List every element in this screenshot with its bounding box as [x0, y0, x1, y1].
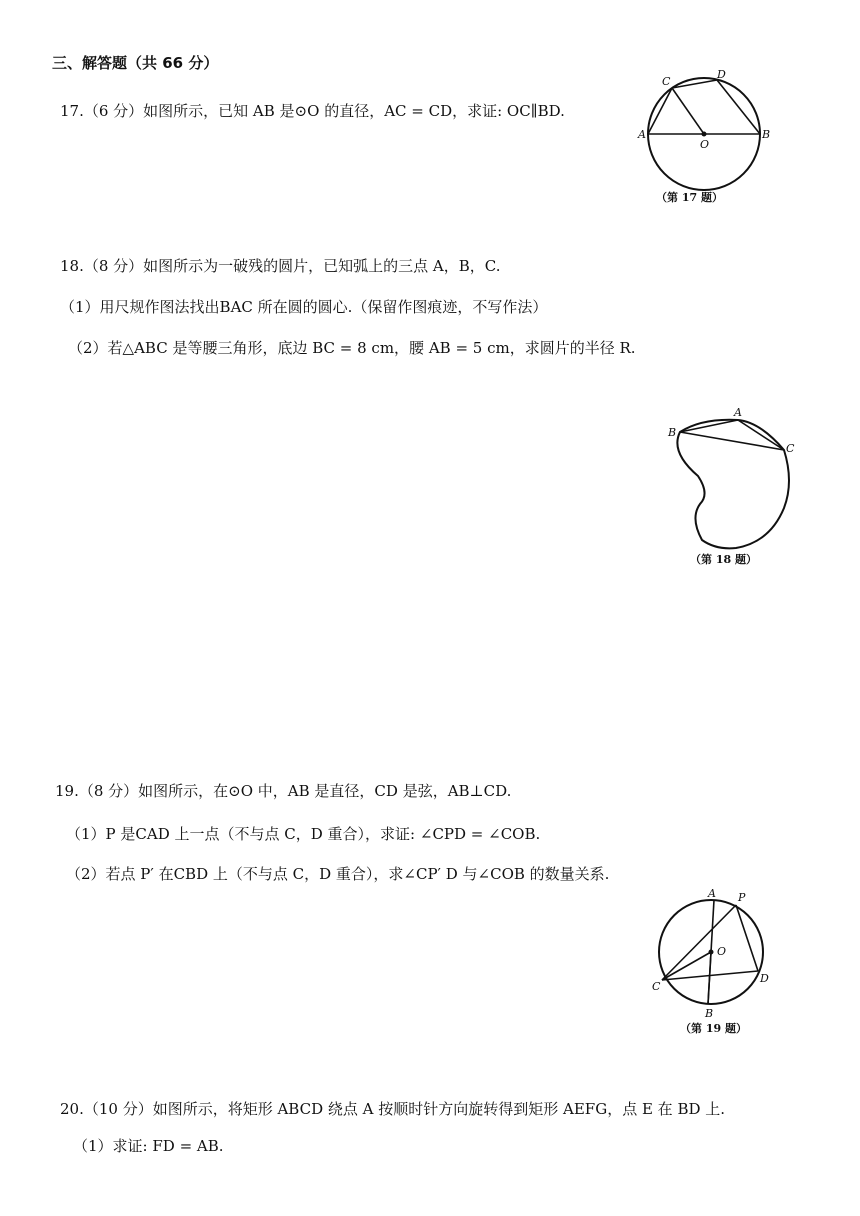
question-20-text: 20.（10 分）如图所示，将矩形 ABCD 绕点 A 按顺时针方向旋转得到矩形 AEFG，点 E 在 BD 上. — [60, 1100, 726, 1118]
question-19-text: 19.（8 分）如图所示，在⊙O 中，AB 是直径，CD 是弦，AB⊥CD. — [55, 782, 512, 800]
question-18-text: 18.（8 分）如图所示为一破残的圆片，已知弧上的三点 A，B，C. — [60, 257, 501, 275]
figure-19-caption: （第 19 题） — [680, 1022, 747, 1035]
section-title: 三、解答题（共 66 分） — [52, 54, 219, 72]
figure-18 — [660, 400, 800, 570]
figure-17-center-point — [702, 132, 707, 137]
figure-19-label-p: P — [738, 891, 746, 904]
figure-19-label-d: D — [760, 972, 769, 985]
figure-17-label-b: B — [762, 128, 771, 141]
question-17-text: 17.（6 分）如图所示，已知 AB 是⊙O 的直径，AC = CD，求证: OC∥BD. — [60, 102, 565, 120]
question-20-part-1: （1）求证: FD = AB. — [73, 1137, 224, 1155]
figure-19-label-a: A — [708, 887, 716, 900]
figure-19-center-point — [709, 950, 714, 955]
figure-17-label-d: D — [717, 68, 726, 81]
figure-18-label-c: C — [786, 442, 795, 455]
figure-17-chord-ac — [648, 88, 672, 134]
figure-19-segment-ob — [708, 952, 711, 1004]
figure-17-caption: （第 17 题） — [656, 191, 723, 204]
figure-19-label-b: B — [705, 1007, 714, 1020]
figure-17-segment-oc — [672, 88, 704, 134]
figure-19 — [650, 887, 790, 1040]
figure-18-caption: （第 18 题） — [690, 553, 757, 566]
figure-18-broken-disc — [677, 420, 789, 549]
figure-19-label-c: C — [652, 980, 661, 993]
figure-17-label-o: O — [700, 138, 710, 151]
figure-17 — [640, 70, 780, 210]
figure-19-label-o: O — [717, 945, 727, 958]
figure-18-label-a: A — [734, 406, 742, 419]
question-18-part-2: （2）若△ABC 是等腰三角形，底边 BC = 8 cm，腰 AB = 5 cm，求圆片的半径 R. — [68, 339, 636, 357]
question-19-part-2: （2）若点 P′ 在CBD 上（不与点 C，D 重合），求∠CP′ D 与∠COB 的数量关系. — [66, 865, 610, 883]
question-19-part-1: （1）P 是CAD 上一点（不与点 C，D 重合），求证: ∠CPD = ∠COB. — [66, 825, 541, 843]
question-18-part-1: （1）用尺规作图法找出BAC 所在圆的圆心.（保留作图痕迹，不写作法） — [60, 298, 548, 316]
figure-17-label-c: C — [662, 75, 671, 88]
figure-18-label-b: B — [668, 426, 677, 439]
figure-17-label-a: A — [638, 128, 646, 141]
